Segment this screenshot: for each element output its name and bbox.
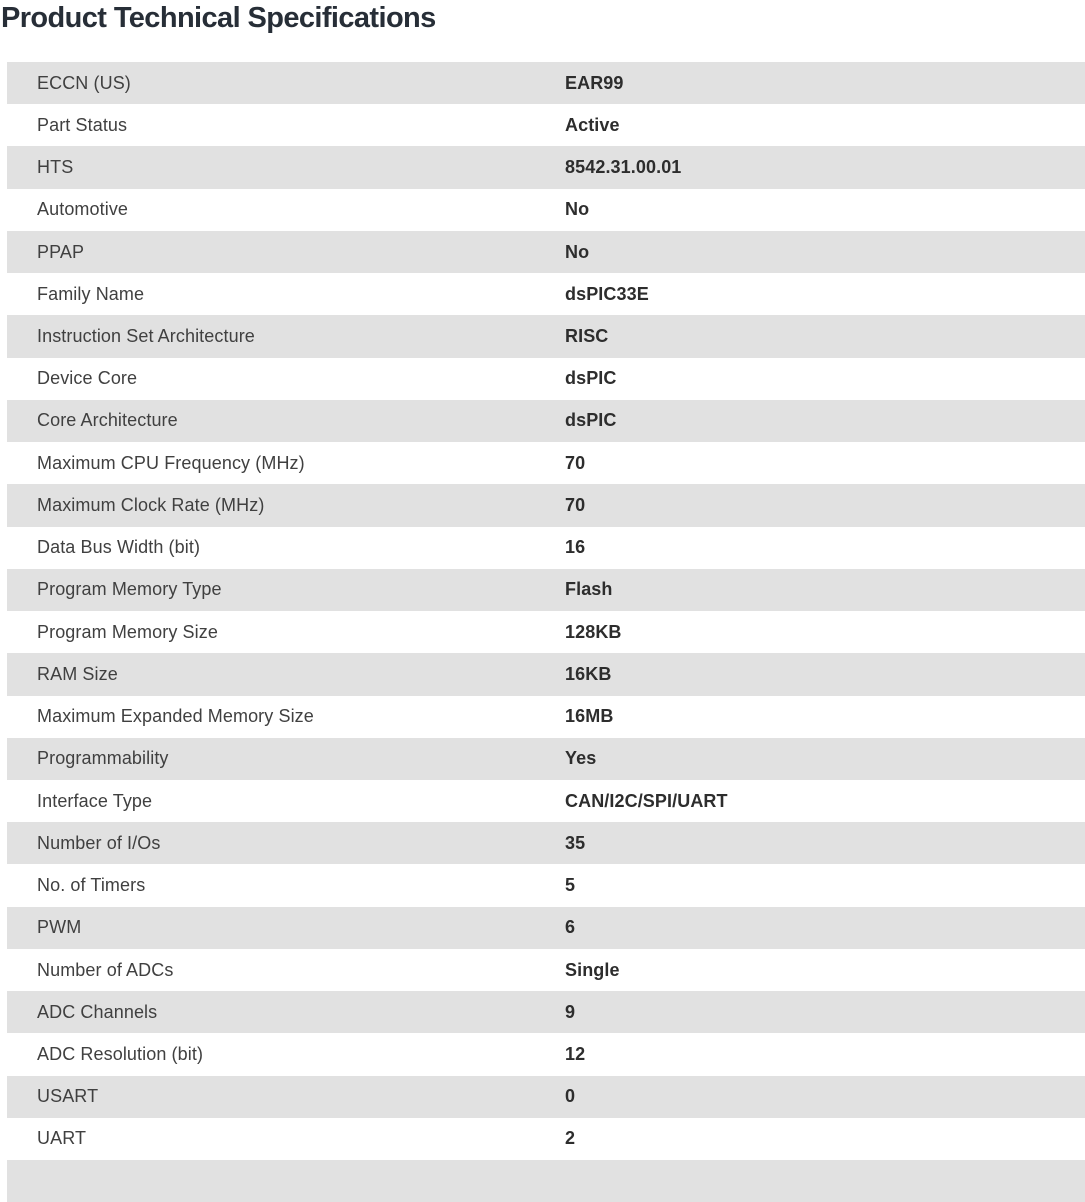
- spec-label: ADC Resolution (bit): [37, 1044, 204, 1064]
- spec-label: Family Name: [37, 283, 145, 304]
- spec-label: Maximum CPU Frequency (MHz): [37, 452, 305, 473]
- spec-value: 16KB: [565, 663, 612, 684]
- spec-row: [7, 822, 1085, 864]
- spec-row: [7, 104, 1085, 146]
- spec-label: Maximum Expanded Memory Size: [37, 706, 314, 727]
- spec-value: 70: [565, 452, 586, 473]
- spec-label: Program Memory Size: [37, 621, 218, 642]
- spec-row: [7, 1033, 1085, 1075]
- spec-row: [7, 400, 1085, 442]
- spec-row: [7, 231, 1085, 273]
- spec-row: [7, 864, 1085, 906]
- spec-label: Interface Type: [37, 790, 153, 811]
- spec-row: [7, 1118, 1085, 1160]
- spec-row: [7, 653, 1085, 695]
- spec-value: Yes: [565, 748, 597, 769]
- spec-value: dsPIC33E: [565, 283, 649, 304]
- spec-value: 16: [565, 537, 586, 558]
- spec-value: CAN/I2C/SPI/UART: [565, 790, 728, 811]
- spec-row: [7, 949, 1085, 991]
- spec-value: dsPIC: [565, 368, 617, 389]
- spec-value: dsPIC: [565, 410, 617, 431]
- spec-label: Number of I/Os: [37, 832, 161, 853]
- spec-row: [7, 696, 1085, 738]
- spec-value: 2: [565, 1128, 576, 1149]
- spec-label: Maximum Clock Rate (MHz): [37, 494, 265, 515]
- spec-label: Data Bus Width (bit): [37, 537, 201, 558]
- spec-label: Instruction Set Architecture: [37, 326, 255, 347]
- spec-value: EAR99: [565, 72, 624, 93]
- spec-value: Active: [565, 114, 620, 135]
- spec-label: PPAP: [37, 241, 85, 262]
- spec-value: 16MB: [565, 706, 614, 727]
- spec-label: Core Architecture: [37, 410, 178, 431]
- spec-label: Number of ADCs: [37, 959, 174, 980]
- page-title: Product Technical Specifications: [1, 2, 436, 34]
- spec-row-partial: [7, 1160, 1085, 1202]
- spec-value: No: [565, 199, 590, 220]
- spec-value: RISC: [565, 326, 609, 347]
- spec-row: [7, 484, 1085, 526]
- spec-row: [7, 991, 1085, 1033]
- spec-table: [7, 62, 1085, 1202]
- spec-row: [7, 1076, 1085, 1118]
- spec-row: [7, 358, 1085, 400]
- spec-label: Programmability: [37, 748, 169, 769]
- spec-label: No. of Timers: [37, 875, 146, 896]
- spec-label: PWM: [37, 917, 82, 938]
- spec-label: Device Core: [37, 368, 138, 389]
- spec-row: [7, 189, 1085, 231]
- spec-value: Flash: [565, 579, 613, 600]
- spec-row: [7, 569, 1085, 611]
- spec-value: 0: [565, 1086, 576, 1107]
- spec-row: [7, 315, 1085, 357]
- spec-value: 8542.31.00.01: [565, 157, 682, 178]
- spec-row: [7, 442, 1085, 484]
- spec-label: Part Status: [37, 114, 128, 135]
- spec-label: UART: [37, 1128, 87, 1149]
- spec-value: 128KB: [565, 621, 622, 642]
- spec-row: [7, 780, 1085, 822]
- spec-value: 12: [565, 1044, 586, 1064]
- spec-row: [7, 738, 1085, 780]
- spec-row: [7, 611, 1085, 653]
- spec-value: Single: [565, 959, 620, 980]
- spec-value: 6: [565, 917, 576, 938]
- spec-label: RAM Size: [37, 663, 118, 684]
- spec-row: [7, 62, 1085, 104]
- spec-value: 70: [565, 494, 586, 515]
- spec-value: 9: [565, 1001, 576, 1022]
- spec-label: Automotive: [37, 199, 129, 220]
- spec-row: [7, 907, 1085, 949]
- spec-value: 5: [565, 875, 576, 896]
- spec-label: HTS: [37, 157, 74, 178]
- spec-row: [7, 273, 1085, 315]
- spec-label: Program Memory Type: [37, 579, 222, 600]
- spec-row: [7, 146, 1085, 188]
- spec-value: 35: [565, 832, 586, 853]
- spec-label: ADC Channels: [37, 1001, 158, 1022]
- spec-label: USART: [37, 1086, 99, 1107]
- spec-row: [7, 527, 1085, 569]
- spec-value: No: [565, 241, 590, 262]
- spec-label: ECCN (US): [37, 72, 131, 93]
